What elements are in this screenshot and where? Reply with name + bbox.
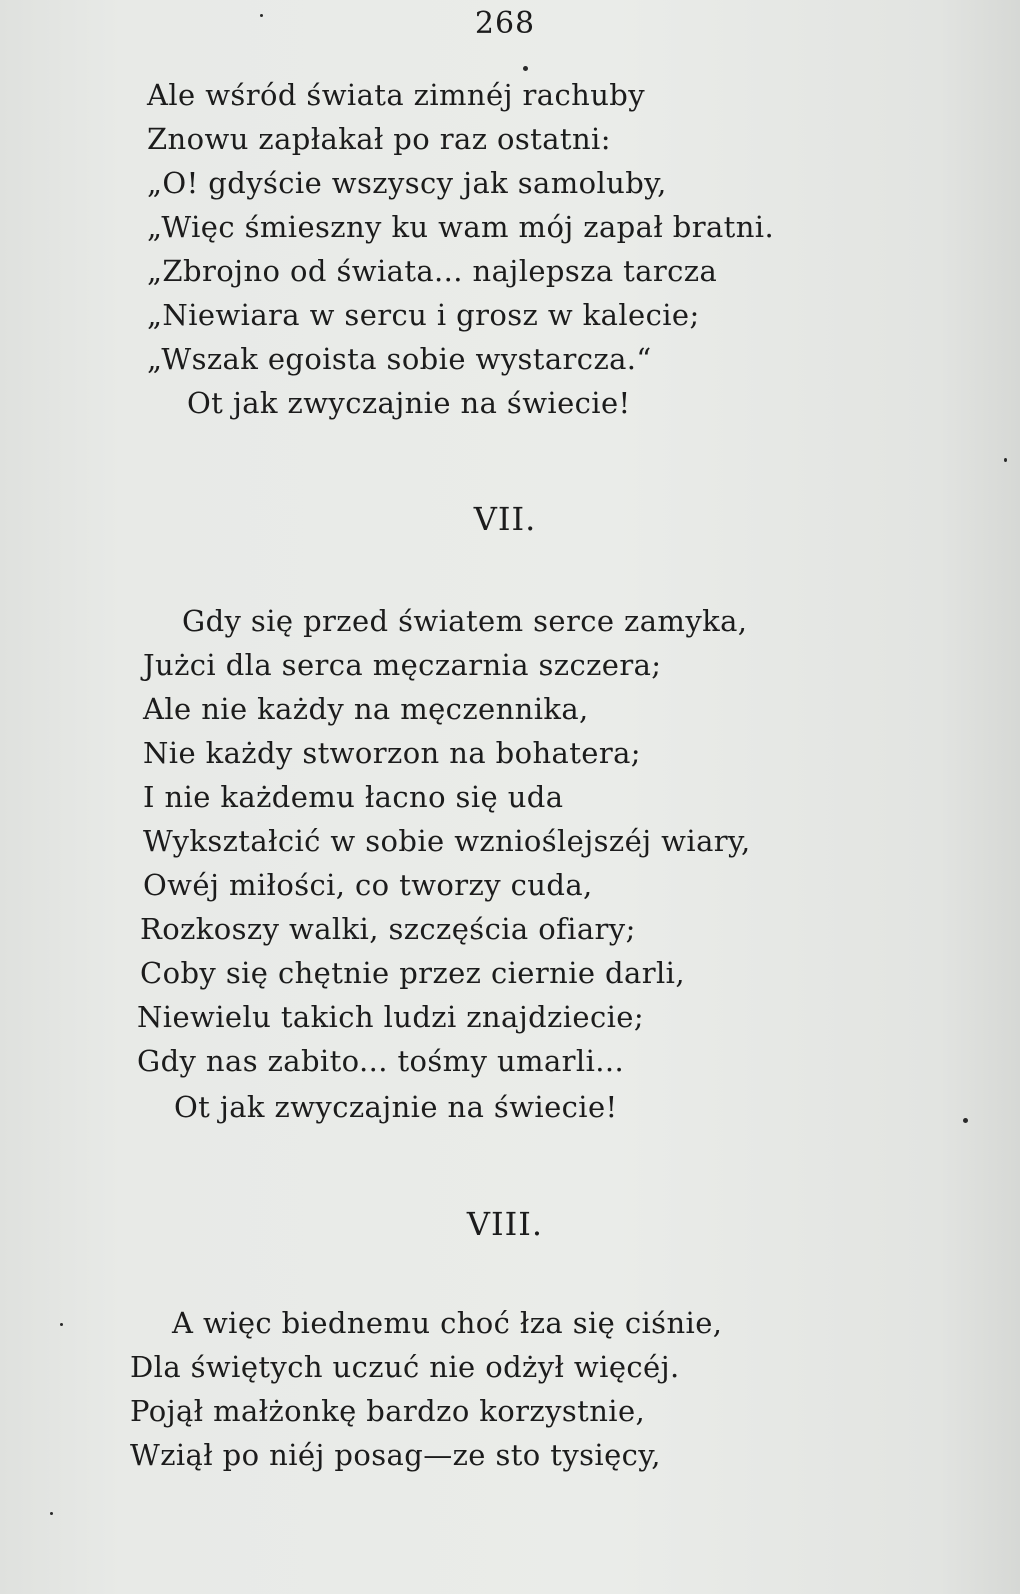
ink-speck [963, 1118, 968, 1123]
verse-line: Coby się chętnie przez ciernie darli, [140, 956, 685, 990]
verse-line: Rozkoszy walki, szczęścia ofiary; [140, 912, 636, 946]
verse-line: Owéj miłości, co tworzy cuda, [143, 868, 593, 902]
page-number: 268 [474, 6, 536, 41]
verse-line: „Zbrojno od świata... najlepsza tarcza [147, 254, 718, 288]
ink-speck [1004, 458, 1007, 462]
verse-line: Wykształcić w sobie wznioślejszéj wiary, [143, 824, 751, 858]
verse-line: Ale nie każdy na męczennika, [143, 692, 589, 726]
verse-line: I nie każdemu łacno się uda [143, 780, 564, 814]
verse-line: Ale wśród świata zimnéj rachuby [147, 78, 646, 112]
ink-speck [50, 1512, 53, 1515]
verse-line: Dla świętych uczuć nie odżył więcéj. [130, 1350, 680, 1384]
refrain-line: Ot jak zwyczajnie na świecie! [187, 386, 631, 420]
section-heading-vii: VII. [473, 500, 537, 538]
verse-line: A więc biednemu choć łza się ciśnie, [172, 1306, 723, 1340]
verse-line: „Niewiara w sercu i grosz w kalecie; [147, 298, 700, 332]
verse-line: Niewielu takich ludzi znajdziecie; [137, 1000, 645, 1034]
ink-speck [260, 14, 263, 17]
verse-line: Gdy się przed światem serce zamyka, [182, 604, 748, 638]
verse-line: Gdy nas zabito... tośmy umarli... [137, 1044, 625, 1078]
section-heading-viii: VIII. [466, 1205, 544, 1243]
verse-line: Wziął po niéj posag—ze sto tysięcy, [130, 1438, 661, 1472]
verse-line: „O! gdyście wszyscy jak samoluby, [147, 166, 667, 200]
verse-line: Jużci dla serca męczarnia szczera; [143, 648, 662, 682]
verse-line: „Wszak egoista sobie wystarcza.“ [147, 342, 652, 376]
verse-line: „Więc śmieszny ku wam mój zapał bratni. [147, 210, 775, 244]
ink-speck [523, 66, 528, 71]
verse-line: Pojął małżonkę bardzo korzystnie, [130, 1394, 646, 1428]
ink-speck [60, 1323, 63, 1326]
verse-line: Nie każdy stworzon na bohatera; [143, 736, 641, 770]
verse-line: Znowu zapłakał po raz ostatni: [147, 122, 611, 156]
refrain-line: Ot jak zwyczajnie na świecie! [174, 1090, 618, 1124]
